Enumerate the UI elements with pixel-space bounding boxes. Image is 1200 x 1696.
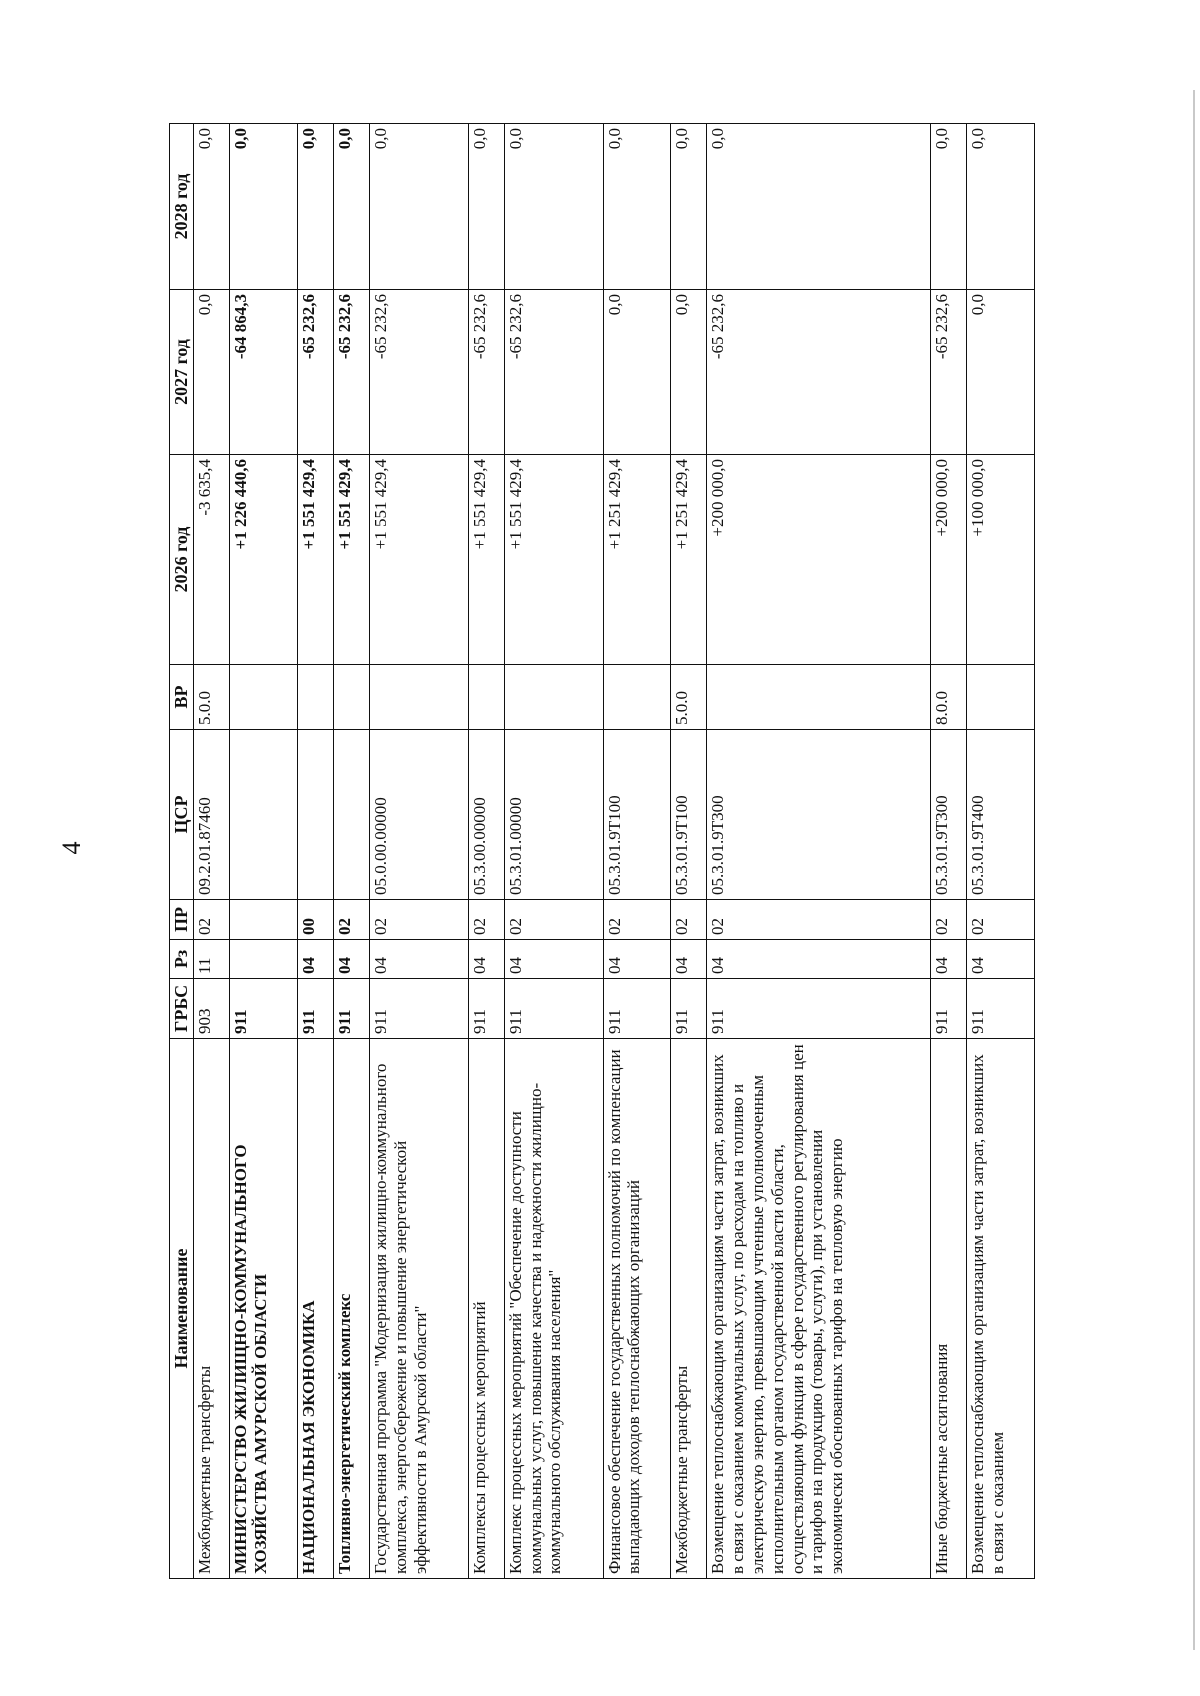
scan-edge <box>1193 90 1195 1650</box>
page-number: 4 <box>57 841 86 855</box>
cell-csr: 05.3.01.9Т300 <box>707 730 931 900</box>
cell-2027: -65 232,6 <box>369 290 468 455</box>
cell-rz: 04 <box>670 940 706 979</box>
cell-rz: 04 <box>603 940 670 979</box>
header-pr: ПР <box>170 900 194 940</box>
cell-vr: 5.0.0 <box>670 665 706 730</box>
cell-2027: -64 864,3 <box>230 290 297 455</box>
cell-2026: +1 226 440,6 <box>230 455 297 665</box>
cell-2026: +1 551 429,4 <box>297 455 333 665</box>
cell-csr: 05.3.01.9Т300 <box>931 730 967 900</box>
header-csr: ЦСР <box>170 730 194 900</box>
cell-2028: 0,0 <box>194 124 230 290</box>
cell-vr <box>603 665 670 730</box>
cell-rz: 04 <box>504 940 603 979</box>
rotated-table-container <box>169 124 1035 1579</box>
cell-2026: +1 551 429,4 <box>468 455 504 665</box>
cell-vr <box>230 665 297 730</box>
cell-vr <box>967 665 1035 730</box>
cell-rz: 04 <box>967 940 1035 979</box>
cell-2028: 0,0 <box>504 124 603 290</box>
cell-name: Комплекс процессных мероприятий "Обеспечение доступности коммунальных услуг, повышение качества и надежности жилищно-коммунального обслуживания населения" <box>504 1039 603 1579</box>
table-row <box>967 124 1035 1579</box>
cell-rz: 04 <box>297 940 333 979</box>
cell-pr: 02 <box>931 900 967 940</box>
cell-pr: 02 <box>468 900 504 940</box>
cell-csr: 05.3.01.00000 <box>504 730 603 900</box>
cell-vr <box>369 665 468 730</box>
header-name: Наименование <box>170 1039 194 1579</box>
cell-rz: 04 <box>333 940 369 979</box>
cell-2028: 0,0 <box>297 124 333 290</box>
table-row <box>194 124 230 1579</box>
budget-table <box>169 123 1035 1579</box>
cell-grbs: 911 <box>468 979 504 1039</box>
table-row <box>670 124 706 1579</box>
cell-name: Межбюджетные трансферты <box>194 1039 230 1579</box>
header-vr: ВР <box>170 665 194 730</box>
cell-grbs: 903 <box>194 979 230 1039</box>
cell-pr: 02 <box>333 900 369 940</box>
cell-vr <box>707 665 931 730</box>
cell-2027: -65 232,6 <box>707 290 931 455</box>
cell-grbs: 911 <box>230 979 297 1039</box>
header-grbs: ГРБС <box>170 979 194 1039</box>
cell-csr: 05.3.00.00000 <box>468 730 504 900</box>
cell-2027: -65 232,6 <box>333 290 369 455</box>
cell-rz: 04 <box>468 940 504 979</box>
cell-csr: 05.0.00.00000 <box>369 730 468 900</box>
cell-2026: +1 551 429,4 <box>504 455 603 665</box>
cell-grbs: 911 <box>297 979 333 1039</box>
cell-name: Иные бюджетные ассигнования <box>931 1039 967 1579</box>
cell-2028: 0,0 <box>230 124 297 290</box>
cell-csr: 05.3.01.9Т100 <box>670 730 706 900</box>
cell-vr <box>468 665 504 730</box>
cell-2027: -65 232,6 <box>297 290 333 455</box>
cell-vr <box>333 665 369 730</box>
cell-vr <box>297 665 333 730</box>
cell-grbs: 911 <box>931 979 967 1039</box>
cell-rz: 04 <box>707 940 931 979</box>
cell-vr <box>504 665 603 730</box>
cell-name: Топливно-энергетический комплекс <box>333 1039 369 1579</box>
table-row <box>369 124 468 1579</box>
cell-2028: 0,0 <box>670 124 706 290</box>
header-2026: 2026 год <box>170 455 194 665</box>
cell-name: Возмещение теплоснабжающим организациям части затрат, возникших в связи с оказанием коммунальных услуг, по расходам на топливо и электрическую энергию, превышающим учтенные уполномоченным исполнительным органом государственной власти области, осуществляющим функции в сфере государственного регулирования цен и тарифов на продукцию (товары, услуги), при установлении экономически обоснованных тарифов на тепловую энергию <box>707 1039 931 1579</box>
cell-name: Межбюджетные трансферты <box>670 1039 706 1579</box>
table-header-row <box>170 124 194 1579</box>
cell-2027: -65 232,6 <box>468 290 504 455</box>
table-row <box>707 124 931 1579</box>
cell-vr: 8.0.0 <box>931 665 967 730</box>
cell-name: Возмещение теплоснабжающим организациям части затрат, возникших в связи с оказанием <box>967 1039 1035 1579</box>
cell-rz: 11 <box>194 940 230 979</box>
cell-2027: 0,0 <box>967 290 1035 455</box>
cell-2026: +1 251 429,4 <box>670 455 706 665</box>
cell-grbs: 911 <box>670 979 706 1039</box>
cell-2028: 0,0 <box>603 124 670 290</box>
cell-grbs: 911 <box>333 979 369 1039</box>
cell-2026: +1 551 429,4 <box>369 455 468 665</box>
cell-grbs: 911 <box>369 979 468 1039</box>
cell-csr: 05.3.01.9Т100 <box>603 730 670 900</box>
table-row <box>504 124 603 1579</box>
cell-pr: 02 <box>369 900 468 940</box>
cell-rz: 04 <box>931 940 967 979</box>
cell-pr <box>230 900 297 940</box>
cell-2028: 0,0 <box>333 124 369 290</box>
cell-2027: -65 232,6 <box>931 290 967 455</box>
cell-pr: 02 <box>967 900 1035 940</box>
cell-2028: 0,0 <box>967 124 1035 290</box>
cell-2028: 0,0 <box>468 124 504 290</box>
cell-2026: -3 635,4 <box>194 455 230 665</box>
cell-2027: 0,0 <box>603 290 670 455</box>
header-2027: 2027 год <box>170 290 194 455</box>
cell-name: Государственная программа "Модернизация жилищно-коммунального комплекса, энергосбережение и повышение энергетической эффективности в Амурской области" <box>369 1039 468 1579</box>
header-2028: 2028 год <box>170 124 194 290</box>
cell-pr: 02 <box>707 900 931 940</box>
cell-2026: +1 251 429,4 <box>603 455 670 665</box>
cell-pr: 02 <box>670 900 706 940</box>
cell-pr: 00 <box>297 900 333 940</box>
cell-rz <box>230 940 297 979</box>
cell-name: Комплексы процессных мероприятий <box>468 1039 504 1579</box>
cell-name: Финансовое обеспечение государственных полномочий по компенсации выпадающих доходов теплоснабжающих организаций <box>603 1039 670 1579</box>
cell-2026: +200 000,0 <box>707 455 931 665</box>
cell-csr: 05.3.01.9Т400 <box>967 730 1035 900</box>
cell-2028: 0,0 <box>369 124 468 290</box>
cell-pr: 02 <box>603 900 670 940</box>
cell-csr <box>333 730 369 900</box>
cell-rz: 04 <box>369 940 468 979</box>
header-rz: Рз <box>170 940 194 979</box>
table-row <box>468 124 504 1579</box>
table-row <box>333 124 369 1579</box>
cell-2027: -65 232,6 <box>504 290 603 455</box>
cell-name: НАЦИОНАЛЬНАЯ ЭКОНОМИКА <box>297 1039 333 1579</box>
cell-csr: 09.2.01.87460 <box>194 730 230 900</box>
cell-name: МИНИСТЕРСТВО ЖИЛИЩНО-КОММУНАЛЬНОГО ХОЗЯЙСТВА АМУРСКОЙ ОБЛАСТИ <box>230 1039 297 1579</box>
cell-csr <box>297 730 333 900</box>
cell-2027: 0,0 <box>670 290 706 455</box>
cell-2028: 0,0 <box>931 124 967 290</box>
cell-2028: 0,0 <box>707 124 931 290</box>
cell-grbs: 911 <box>707 979 931 1039</box>
cell-2027: 0,0 <box>194 290 230 455</box>
table-row <box>297 124 333 1579</box>
cell-2026: +1 551 429,4 <box>333 455 369 665</box>
table-row <box>230 124 297 1579</box>
cell-2026: +100 000,0 <box>967 455 1035 665</box>
cell-csr <box>230 730 297 900</box>
cell-pr: 02 <box>504 900 603 940</box>
cell-2026: +200 000,0 <box>931 455 967 665</box>
table-body <box>194 124 1035 1579</box>
cell-grbs: 911 <box>504 979 603 1039</box>
table-row <box>931 124 967 1579</box>
cell-pr: 02 <box>194 900 230 940</box>
cell-vr: 5.0.0 <box>194 665 230 730</box>
cell-grbs: 911 <box>603 979 670 1039</box>
table-row <box>603 124 670 1579</box>
cell-grbs: 911 <box>967 979 1035 1039</box>
